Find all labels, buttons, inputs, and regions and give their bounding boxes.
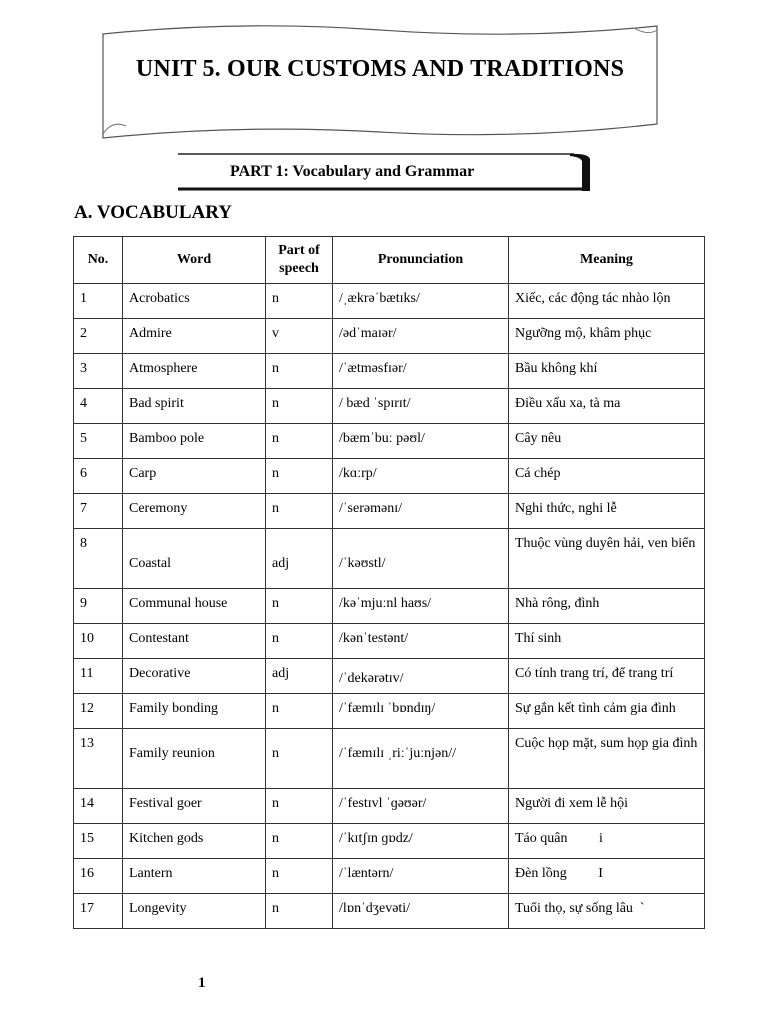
table-row <box>74 389 705 424</box>
cell-meaning: Bầu không khí <box>509 354 705 389</box>
cell-meaning: Nghi thức, nghi lễ <box>509 494 705 529</box>
cell-pos: v <box>266 319 333 354</box>
cell-no: 14 <box>74 789 123 824</box>
table-row <box>74 354 705 389</box>
cell-pron: /ˌækrəˈbætɪks/ <box>333 284 509 319</box>
cell-word: Atmosphere <box>123 354 266 389</box>
vocabulary-table <box>73 236 705 929</box>
cell-pos: n <box>266 389 333 424</box>
cell-no: 4 <box>74 389 123 424</box>
cell-meaning: Sự gắn kết tình cảm gia đình <box>509 694 705 729</box>
cell-no: 15 <box>74 824 123 859</box>
cell-word: Bad spirit <box>123 389 266 424</box>
cell-meaning: Thuộc vùng duyên hải, ven biển <box>509 529 705 589</box>
table-row <box>74 824 705 859</box>
cell-word: Festival goer <box>123 789 266 824</box>
cell-meaning: Cây nêu <box>509 424 705 459</box>
section-title: A. VOCABULARY <box>74 202 233 223</box>
cell-no: 6 <box>74 459 123 494</box>
cell-meaning: Cá chép <box>509 459 705 494</box>
cell-pron: /kəˈmjuːnl haʊs/ <box>333 589 509 624</box>
cell-no: 3 <box>74 354 123 389</box>
table-row <box>74 659 705 694</box>
cell-pron: /ˈkəʊstl/ <box>333 529 509 589</box>
table-row <box>74 459 705 494</box>
page-number: 1 <box>198 975 206 991</box>
table-row <box>74 529 705 589</box>
cell-pos: n <box>266 824 333 859</box>
cell-pron: /ˈfæmɪlɪ ˈbɒndɪŋ/ <box>333 694 509 729</box>
cell-pron: /ˈætməsfɪər/ <box>333 354 509 389</box>
cell-meaning: Táo quân i <box>509 824 705 859</box>
header-no: No. <box>74 237 123 284</box>
header-pronunciation: Pronunciation <box>333 237 509 284</box>
cell-pos: n <box>266 589 333 624</box>
cell-meaning: Cuộc họp mặt, sum họp gia đình <box>509 729 705 789</box>
unit-title: UNIT 5. OUR CUSTOMS AND TRADITIONS <box>135 56 625 82</box>
cell-pos: adj <box>266 659 333 694</box>
cell-pron: / bæd ˈspɪrɪt/ <box>333 389 509 424</box>
cell-word: Decorative <box>123 659 266 694</box>
header-meaning: Meaning <box>509 237 705 284</box>
part-label: PART 1: Vocabulary and Grammar <box>230 163 475 180</box>
cell-meaning: Nhà rông, đình <box>509 589 705 624</box>
table-header-row <box>74 237 705 284</box>
cell-pos: n <box>266 284 333 319</box>
cell-pos: n <box>266 424 333 459</box>
cell-no: 13 <box>74 729 123 789</box>
cell-pos: n <box>266 859 333 894</box>
cell-no: 10 <box>74 624 123 659</box>
cell-pron: /ˈfestɪvl ˈɡəʊər/ <box>333 789 509 824</box>
cell-meaning: Thí sinh <box>509 624 705 659</box>
cell-pron: /kənˈtestənt/ <box>333 624 509 659</box>
cell-pos: n <box>266 494 333 529</box>
cell-no: 5 <box>74 424 123 459</box>
cell-meaning: Điều xấu xa, tà ma <box>509 389 705 424</box>
cell-word: Ceremony <box>123 494 266 529</box>
cell-pos: n <box>266 789 333 824</box>
cell-word: Admire <box>123 319 266 354</box>
cell-word: Kitchen gods <box>123 824 266 859</box>
cell-pos: n <box>266 459 333 494</box>
table-row <box>74 624 705 659</box>
table-row <box>74 729 705 789</box>
cell-word: Carp <box>123 459 266 494</box>
table-row <box>74 424 705 459</box>
cell-meaning: Xiếc, các động tác nhào lộn <box>509 284 705 319</box>
cell-no: 9 <box>74 589 123 624</box>
table-row <box>74 859 705 894</box>
table-row <box>74 284 705 319</box>
cell-pron: /ˈlæntərn/ <box>333 859 509 894</box>
cell-pos: adj <box>266 529 333 589</box>
cell-no: 7 <box>74 494 123 529</box>
cell-pron: /ədˈmaɪər/ <box>333 319 509 354</box>
cell-word: Lantern <box>123 859 266 894</box>
table-row <box>74 894 705 929</box>
title-banner <box>100 20 660 145</box>
cell-word: Longevity <box>123 894 266 929</box>
cell-word: Contestant <box>123 624 266 659</box>
cell-pos: n <box>266 354 333 389</box>
cell-pron: /lɒnˈdʒevəti/ <box>333 894 509 929</box>
cell-no: 11 <box>74 659 123 694</box>
cell-word: Bamboo pole <box>123 424 266 459</box>
cell-meaning: Tuổi thọ, sự sống lâu ` <box>509 894 705 929</box>
cell-word: Acrobatics <box>123 284 266 319</box>
cell-meaning: Ngưỡng mộ, khâm phục <box>509 319 705 354</box>
cell-no: 17 <box>74 894 123 929</box>
cell-meaning: Đèn lồng I <box>509 859 705 894</box>
part-heading <box>178 153 592 193</box>
table-row <box>74 694 705 729</box>
cell-word: Family bonding <box>123 694 266 729</box>
table-row <box>74 789 705 824</box>
cell-no: 12 <box>74 694 123 729</box>
table-row <box>74 319 705 354</box>
cell-pron: /ˈdekərətɪv/ <box>333 659 509 694</box>
cell-pron: /ˈfæmɪlɪ ˌriːˈjuːnjən// <box>333 729 509 789</box>
cell-meaning: Có tính trang trí, để trang trí <box>509 659 705 694</box>
cell-pos: n <box>266 729 333 789</box>
cell-meaning: Người đi xem lễ hội <box>509 789 705 824</box>
cell-pron: /bæmˈbuː pəʊl/ <box>333 424 509 459</box>
cell-pron: /kɑːrp/ <box>333 459 509 494</box>
cell-word: Coastal <box>123 529 266 589</box>
header-word: Word <box>123 237 266 284</box>
table-row <box>74 494 705 529</box>
cell-no: 8 <box>74 529 123 589</box>
cell-no: 2 <box>74 319 123 354</box>
table-row <box>74 589 705 624</box>
header-part-of-speech: Part of speech <box>266 237 333 284</box>
cell-pos: n <box>266 624 333 659</box>
cell-pos: n <box>266 694 333 729</box>
cell-pos: n <box>266 894 333 929</box>
cell-no: 16 <box>74 859 123 894</box>
cell-word: Communal house <box>123 589 266 624</box>
cell-pron: /ˈkɪtʃɪn ɡɒdz/ <box>333 824 509 859</box>
cell-pron: /ˈserəmənɪ/ <box>333 494 509 529</box>
cell-no: 1 <box>74 284 123 319</box>
cell-word: Family reunion <box>123 729 266 789</box>
